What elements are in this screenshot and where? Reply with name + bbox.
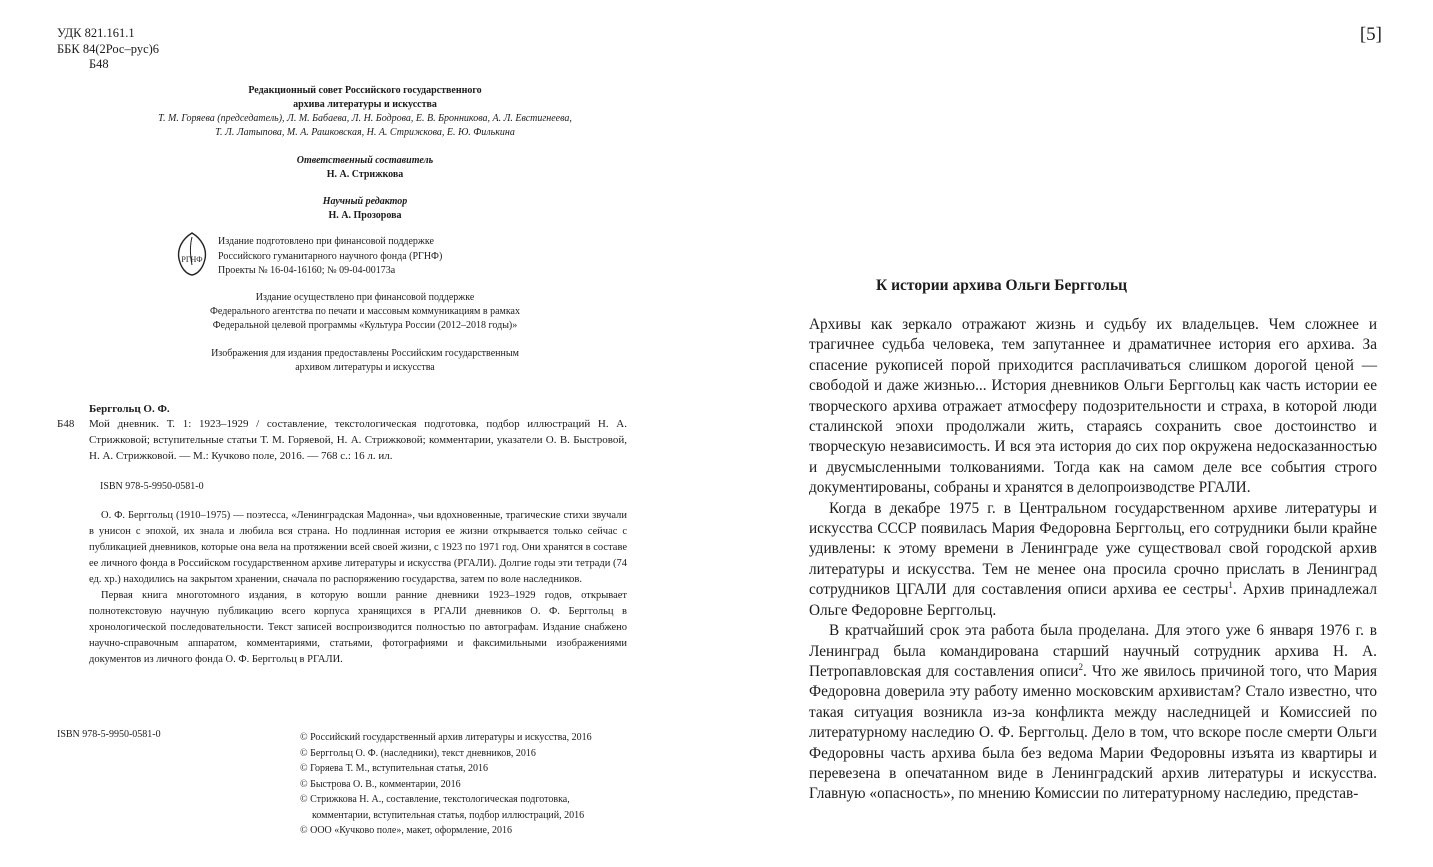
author-heading: Берггольц О. Ф. [89,403,170,415]
left-page [0,0,716,867]
rgnf-support-note [218,235,442,279]
council-title-line2: архива литературы и искусства [293,99,437,110]
copyright-line: © Горяева Т. М., вступительная статья, 2016 [300,763,488,774]
classification-codes [57,26,159,73]
rgnf-support-line1: Издание подготовлено при финансовой поддержке [218,236,434,247]
annotation-paragraph-2: Первая книга многотомного издания, в которую вошли ранние дневники 1923–1929 годов, открывает полнотекстовую научную публикацию всего корпуса хранящихся в РГАЛИ дневников О. Ф. Берггольц в хронологической последовательности. Текст записей воспроизводится полностью по автографам. Издание снабжено научно-справочным аппаратом, комментариями, статьями, фотографиями и факсимильными изображениями документов из личного фонда О. Ф. Берггольц в РГАЛИ. [89,590,627,665]
editor-role: Научный редактор [322,196,408,207]
bibliographic-description: Мой дневник. Т. 1: 1923–1929 / составление, текстологическая подготовка, подбор иллюстраций Н. А. Стрижковой; вступительные статьи Т. М. Горяевой, Н. А. Стрижковой; комментарии, указатели О. В. Быстровой, Н. А. Стрижковой. — М.: Кучково поле, 2016. — 768 с.: 16 л. ил. [89,418,627,462]
article-title: К истории архива Ольги Берггольц [876,277,1128,294]
side-author-mark: Б48 [57,418,75,430]
images-note-line1: Изображения для издания предоставлены Российским государственным [211,348,519,359]
annotation-paragraph-1: О. Ф. Берггольц (1910–1975) — поэтесса, «Ленинградская Мадонна», чьи вдохновенные, трагические стихи звучали в унисон с эпохой, их знала и любила вся страна. Но подлинная история ее жизни открывается только сейчас с публикацией дневников, которые она вела на протяжении всей своей жизни, с 1923 по 1971 год. Они хранятся в составе ее личного фонда в Российском государственном архиве литературы и искусства (РГАЛИ). Долгие годы эти тетради (74 ед. хр.) находились на закрытом хранении, сначала по распоряжению государства, затем по воле наследников. [89,510,627,585]
paragraph-2-tail: . Архив принадлежал Ольге Федоровне Берггольц. [809,581,1377,619]
page-number: [5] [1359,24,1382,45]
images-note-line2: архивом литературы и искусства [295,362,435,373]
copyright-line: © Быстрова О. В., комментарии, 2016 [300,778,461,790]
isbn-mid: ISBN 978-5-9950-0581-0 [100,481,204,492]
copyright-line: © Берггольц О. Ф. (наследники), текст дневников, 2016 [300,747,536,759]
rgnf-support-line3: Проекты № 16-04-16160; № 09-04-00173а [218,265,396,276]
bbk-code: ББК 84(2Рос–рус)6 [57,41,160,56]
council-members-line2: Т. Л. Латыпова, М. А. Рашковская, Н. А. Стрижкова, Е. Ю. Филькина [215,127,515,138]
editor-name: Н. А. Прозорова [328,210,402,221]
compiler-role: Ответственный составитель [296,155,434,166]
fed-support-line3: Федеральной целевой программы «Культура России (2012–2018 годы)» [212,320,518,331]
editor-block [100,195,630,223]
copyright-line: © Российский государственный архив литературы и искусства, 2016 [300,732,592,743]
author-mark: Б48 [89,57,109,71]
rgnf-logo-text: РГНФ [181,255,203,264]
rgnf-support-line2: Российского гуманитарного научного фонда (РГНФ) [218,250,443,262]
council-members-line1: Т. М. Горяева (председатель), Л. М. Бабаева, Л. Н. Бодрова, Е. В. Бронникова, А. Л. Евстигнеева, [158,113,572,124]
right-page [716,0,1433,867]
footnote-ref-1[interactable]: 1 [1228,580,1233,591]
isbn-bottom: ISBN 978-5-9950-0581-0 [57,729,161,740]
compiler-block [100,154,630,182]
article-paragraph-1: Архивы как зеркало отражают жизнь и судьбу их владельцев. Чем сложнее и трагичнее судьба человека, тем запутаннее и драматичнее история его архива. За спасение рукописей порой приходится расплачиваться слишком дорогой ценой — свободой и даже жизнью... История дневников Ольги Берггольц как часть истории ее творческого архива отражает атмосферу подозрительности и страха, в которой люди сталинской эпохи продолжали жить, стараясь сохранить свое достоинство и творческую независимость. И вся эта история до сих пор окружена недосказанностью и двусмысленными толкованиями. Тогда как на самом деле все события строго документированы, собраны и хранятся в делопроизводстве РГАЛИ. [809,316,1377,497]
council-title-line1: Редакционный совет Российского государственного [248,85,482,96]
copyright-line: © Стрижкова Н. А., составление, текстологическая подготовка, комментарии, вступительная статья, подбор иллюстраций, 2016 [300,794,585,821]
paragraph-3-tail: . Что же явилось причиной того, что Мария Федоровна доверила эту работу именно московским архивистам? Стало известно, что такая ситуация возникла из-за конфликта между наследницей и Комиссией по литературному наследию О. Ф. Берггольц. Дело в том, что вскоре после смерти Ольги Федоровны часть архива была без ведома Марии Федоровны изъята из квартиры и перевезена в опечатанном виде в Ленинградский архив литературы и искусства. Главную «опасность», по мнению Комиссии по литературному наследию, представ- [809,662,1377,803]
images-credit-note [100,347,630,375]
udk-code: УДК 821.161.1 [57,26,135,40]
copyright-list [300,730,630,839]
compiler-name: Н. А. Стрижкова [326,169,404,180]
federal-support-note [100,291,630,333]
copyright-line: © ООО «Кучково поле», макет, оформление, 2016 [300,825,512,836]
fed-support-line2: Федерального агентства по печати и массовым коммуникациям в рамках [210,306,520,317]
annotation [89,508,627,668]
fed-support-line1: Издание осуществлено при финансовой поддержке [255,292,475,303]
article-paragraph-2 [809,499,1377,621]
editorial-council [100,84,630,140]
rgnf-logo-icon [173,231,211,277]
paragraph-2-text: Когда в декабре 1975 г. в Центральном государственном архиве литературы и искусства СССР появилась Мария Федоровна Берггольц, его сотрудники были крайне удивлены: к этому времени в Ленинграде уже существовал свой городской архив литературы и искусства. Тем не менее она просила срочно прислать в Ленинград сотрудников ЦГАЛИ для составления описи архива ее сестры [809,499,1377,599]
article-body [809,315,1377,805]
article-paragraph-3 [809,621,1377,805]
paragraph-3-text: В кратчайший срок эта работа была проделана. Для этого уже 6 января 1976 г. в Ленинград была командирована старший научный сотрудник архива Н. А. Петропавловская для составления описи [809,622,1377,680]
footnote-ref-2[interactable]: 2 [1078,661,1083,672]
